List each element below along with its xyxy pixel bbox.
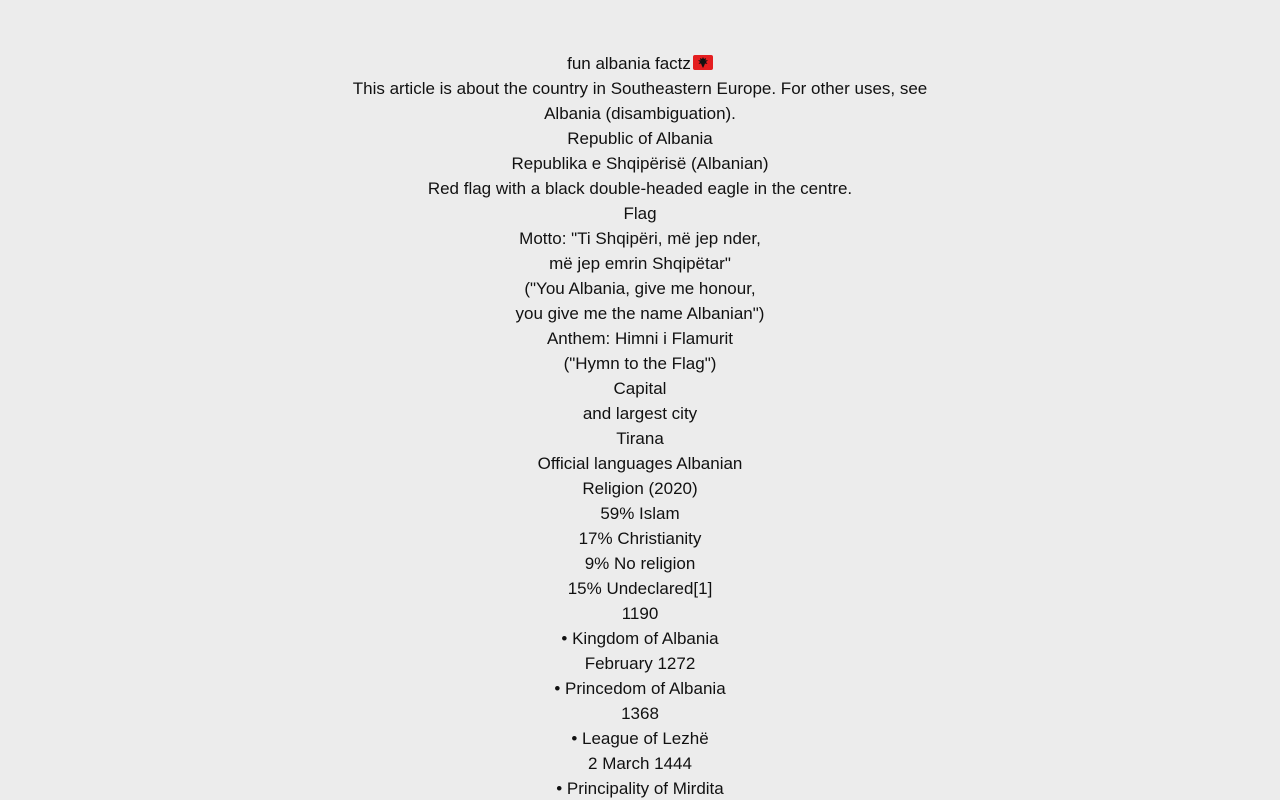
text-line: Capital (613, 379, 667, 398)
text-line: • Principality of Mirdita (556, 779, 724, 798)
text-line: Tirana (616, 429, 664, 448)
text-line: Anthem: Himni i Flamurit (546, 329, 734, 348)
page-title-line (0, 51, 1280, 76)
text-line: February 1272 (584, 654, 696, 673)
article-content (0, 51, 1280, 800)
text-line: 17% Christianity (578, 529, 702, 548)
text-line: • Kingdom of Albania (561, 629, 719, 648)
text-line: 1190 (621, 604, 659, 623)
page-title: fun albania factz (567, 54, 691, 73)
text-line: 59% Islam (600, 504, 680, 523)
text-line: and largest city (582, 404, 698, 423)
text-line: • League of Lezhë (571, 729, 709, 748)
text-line: Republic of Albania (567, 129, 713, 148)
text-line: 15% Undeclared[1] (567, 579, 713, 598)
text-line: Official languages Albanian (537, 454, 743, 473)
text-line: • Princedom of Albania (554, 679, 726, 698)
text-line: This article is about the country in Southeastern Europe. For other uses, see (352, 79, 928, 98)
text-line: you give me the name Albanian") (515, 304, 765, 323)
text-line: 9% No religion (584, 554, 696, 573)
text-line: ("You Albania, give me honour, (524, 279, 756, 298)
disambiguation-link[interactable]: Albania (disambiguation). (544, 104, 736, 123)
albania-flag-icon (693, 55, 713, 70)
text-line: 1368 (621, 704, 659, 723)
text-line: Religion (2020) (582, 479, 698, 498)
text-line: Red flag with a black double-headed eagle in the centre. (427, 179, 853, 198)
text-line: më jep emrin Shqipëtar" (549, 254, 731, 273)
text-line: ("Hymn to the Flag") (563, 354, 717, 373)
text-line: 2 March 1444 (588, 754, 692, 773)
text-line: Flag (623, 204, 657, 223)
text-line: Motto: "Ti Shqipëri, më jep nder, (519, 229, 761, 248)
text-line: Republika e Shqipërisë (Albanian) (511, 154, 769, 173)
